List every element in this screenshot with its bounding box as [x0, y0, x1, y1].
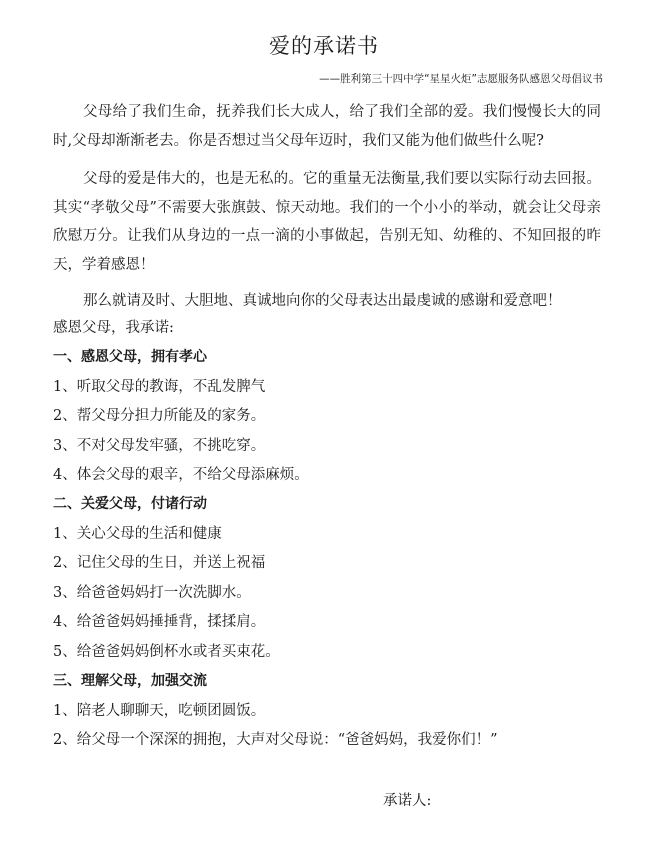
list-item: 5、给爸爸妈妈倒杯水或者买束花。: [53, 644, 280, 660]
intro-paragraph-2: 父母的爱是伟大的，也是无私的。它的重量无法衡量,我们要以实际行动去回报。其实“孝敬父母”不需要大张旗鼓、惊天动地。我们的一个小小的举动，就会让父母亲欣慰万分。让我们从身边的一点一滴的小事做起，告别无知、幼稚的、不知回报的昨天，学着感恩！: [53, 171, 601, 273]
section-heading-3: 三、理解父母，加强交流: [53, 673, 207, 689]
list-item: 2、给父母一个深深的拥抱，大声对父母说：“爸爸妈妈，我爱你们！”: [53, 732, 498, 748]
intro-paragraph-1: 父母给了我们生命，抚养我们长大成人，给了我们全部的爱。我们慢慢长大的同时,父母却渐渐老去。你是否想过当父母年迈时，我们又能为他们做些什么呢?: [53, 104, 601, 149]
list-item: 4、体会父母的艰辛，不给父母添麻烦。: [53, 467, 309, 483]
list-item: 2、记住父母的生日，并送上祝福: [53, 555, 266, 571]
document-title: 爱的承诺书: [269, 34, 379, 58]
section-heading-1: 一、感恩父母，拥有孝心: [53, 349, 207, 365]
list-item: 2、帮父母分担力所能及的家务。: [53, 408, 266, 424]
list-item: 1、关心父母的生活和健康: [53, 526, 222, 542]
list-item: 3、不对父母发牢骚，不挑吃穿。: [53, 438, 266, 454]
signer-label: 承诺人:: [383, 793, 432, 809]
list-item: 1、听取父母的教诲，不乱发脾气: [53, 379, 266, 395]
intro-paragraph-3: 那么就请及时、大胆地、真诚地向你的父母表达出最虔诚的感谢和爱意吧！: [83, 293, 562, 309]
document-subtitle: ——胜利第三十四中学“星星火炬”志愿服务队感恩父母倡议书: [319, 73, 603, 85]
list-item: 3、给爸爸妈妈打一次洗脚水。: [53, 585, 251, 601]
list-item: 4、给爸爸妈妈捶捶背，揉揉肩。: [53, 614, 266, 630]
list-item: 1、陪老人聊聊天，吃顿团圆饭。: [53, 703, 266, 719]
promise-intro: 感恩父母，我承诺:: [53, 320, 174, 336]
section-heading-2: 二、关爱父母，付诸行动: [53, 496, 207, 512]
